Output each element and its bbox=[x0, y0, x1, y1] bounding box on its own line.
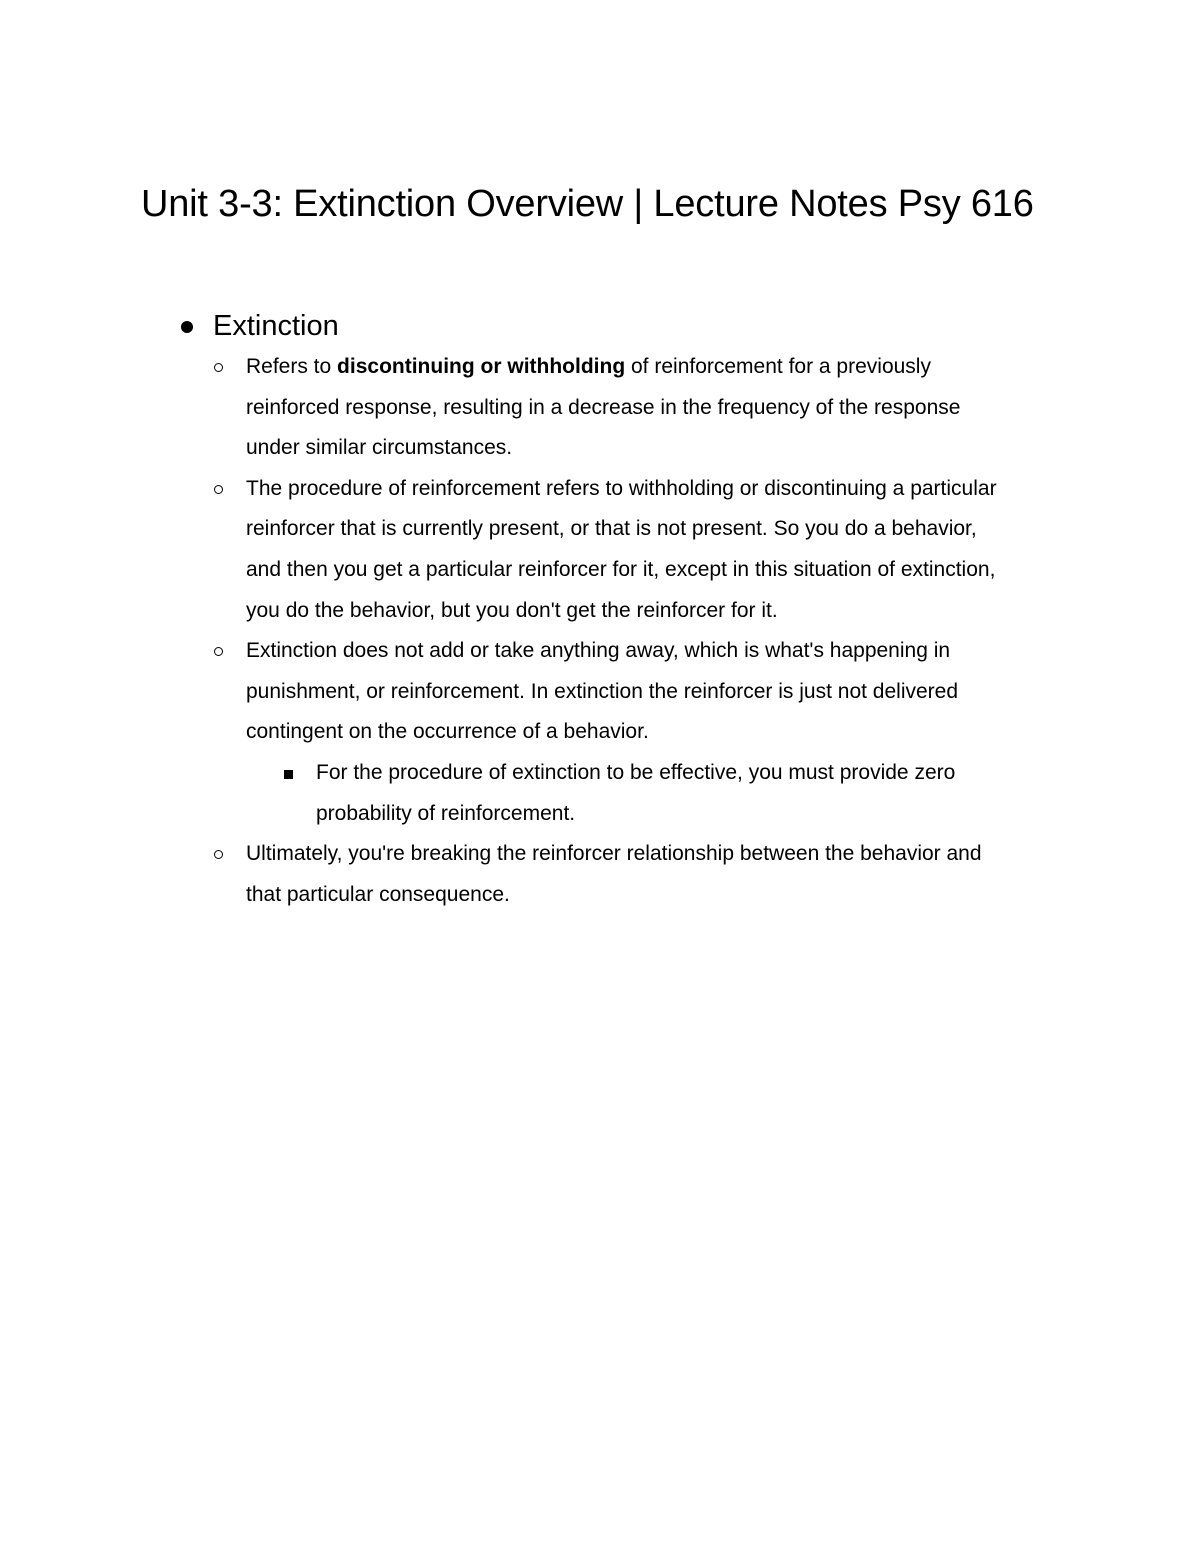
bullet-text: Extinction does not add or take anything away, which is what's happening in punishment, or reinforcement. In extinction the reinforcer is just not delivered contingent on the occurrence of a behavior. bbox=[246, 639, 959, 744]
sub-bullet-list bbox=[213, 347, 1076, 915]
hollow-circle-bullet-icon bbox=[214, 850, 223, 859]
list-item bbox=[176, 834, 1016, 915]
hollow-circle-bullet-icon bbox=[214, 363, 223, 372]
list-item bbox=[246, 753, 1016, 834]
bullet-text: The procedure of reinforcement refers to withholding or discontinuing a particular reinforcer that is currently present, or that is not present. So you do a behavior, and then you get a particular reinforcer for it, except in this situation of extinction, you do the behavior, but you don't get the reinforcer for it. bbox=[246, 476, 997, 622]
list-item bbox=[176, 631, 1016, 834]
section-extinction bbox=[176, 305, 1076, 915]
bullet-text-lead: Refers to bbox=[246, 355, 338, 378]
document-title: Unit 3-3: Extinction Overview | Lecture Notes Psy 616 bbox=[141, 183, 1034, 225]
hollow-circle-bullet-icon bbox=[214, 647, 223, 656]
bullet-text-bold: discontinuing or withholding bbox=[337, 355, 626, 378]
bullet-text: For the procedure of extinction to be effective, you must provide zero probability of reinforcement. bbox=[316, 760, 956, 825]
filled-square-bullet-icon bbox=[284, 770, 293, 779]
section-heading: Extinction bbox=[213, 310, 339, 342]
filled-circle-bullet-icon bbox=[181, 321, 193, 333]
nested-bullet-list bbox=[246, 753, 1016, 834]
outline-list bbox=[176, 305, 1076, 915]
hollow-circle-bullet-icon bbox=[214, 485, 223, 494]
list-item bbox=[176, 347, 1016, 469]
list-item bbox=[176, 469, 1016, 631]
bullet-text-tail: of reinforcement for a previously reinforced response, resulting in a decrease in the frequency of the response under similar circumstances. bbox=[246, 355, 961, 460]
bullet-text: Ultimately, you're breaking the reinforcer relationship between the behavior and that particular consequence. bbox=[246, 842, 982, 906]
